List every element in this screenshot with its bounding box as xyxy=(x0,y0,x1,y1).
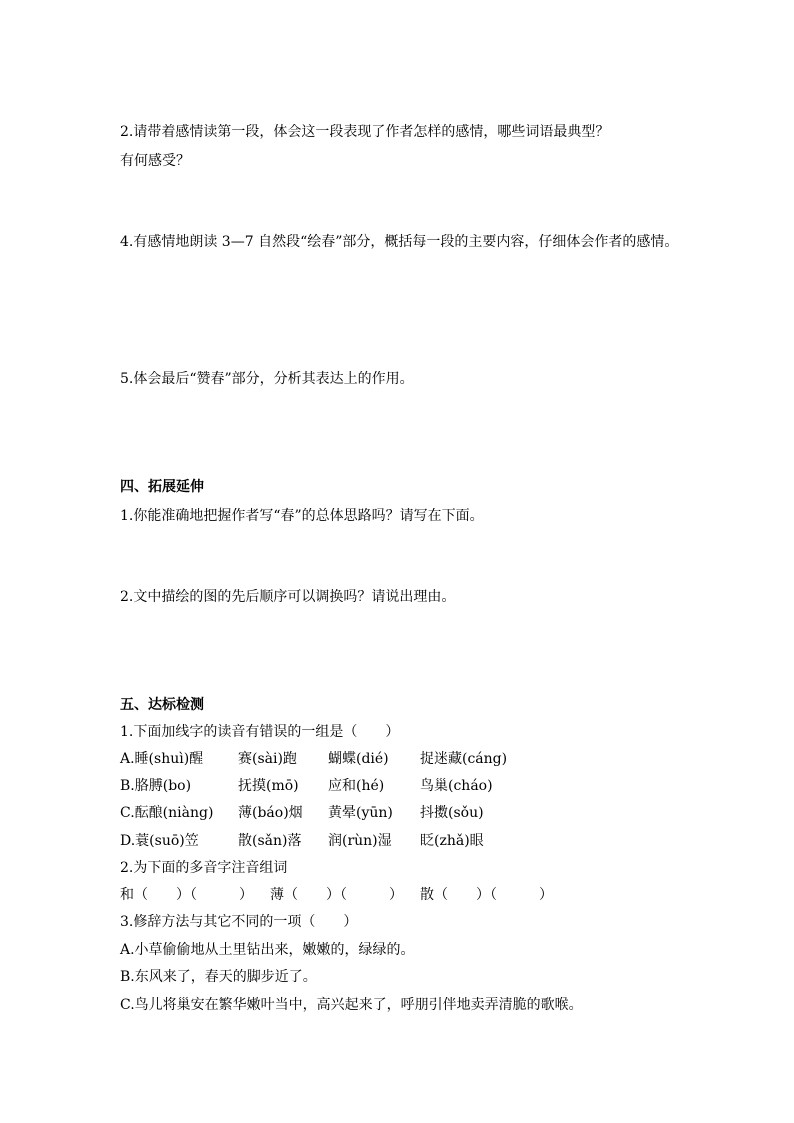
section-5-question-2: 2.为下面的多音字注音组词 xyxy=(120,860,288,876)
section-4-question-1: 1.你能准确地把握作者写“春”的总体思路吗？请写在下面。 xyxy=(120,508,484,524)
option-row-d xyxy=(120,832,484,850)
option-d-item-1: D.蓑(suō)笠 xyxy=(120,833,199,849)
option-b-item-3: 应和(hé) xyxy=(328,778,385,794)
option-d-item-4: 眨(zhǎ)眼 xyxy=(420,833,484,849)
question-2-line-1: 2.请带着感情读第一段，体会这一段表现了作者怎样的感情，哪些词语最典型？ xyxy=(120,124,610,140)
section-4-heading: 四、拓展延伸 xyxy=(120,479,204,495)
option-c-item-1: C.酝酿(niàng) xyxy=(120,805,214,821)
question-5: 5.体会最后“赞春”部分，分析其表达上的作用。 xyxy=(120,371,414,387)
option-row-c xyxy=(120,804,484,822)
option-a-item-3: 蝴蝶(dié) xyxy=(328,751,389,767)
section-5-question-3: 3.修辞方法与其它不同的一项（ ） xyxy=(120,914,358,930)
option-d-item-3: 润(rùn)湿 xyxy=(328,833,392,849)
section-4-question-2: 2.文中描绘的图的先后顺序可以调换吗？请说出理由。 xyxy=(120,589,456,605)
option-b-item-4: 鸟巢(cháo) xyxy=(420,778,493,794)
question-3-option-b: B.东风来了，春天的脚步近了。 xyxy=(120,969,317,985)
option-c-item-2: 薄(báo)烟 xyxy=(238,805,303,821)
polyphone-row xyxy=(120,886,553,904)
option-c-item-4: 抖擞(sǒu) xyxy=(420,805,484,821)
question-4: 4.有感情地朗读 3—7 自然段“绘春”部分，概括每一段的主要内容，仔细体会作者的感情。 xyxy=(120,234,679,250)
option-row-b xyxy=(120,777,493,795)
question-2-line-2: 有何感受？ xyxy=(120,153,190,169)
option-d-item-2: 散(sǎn)落 xyxy=(238,833,302,849)
question-3-option-c: C.鸟儿将巢安在繁华嫩叶当中，高兴起来了，呼朋引伴地卖弄清脆的歌喉。 xyxy=(120,997,583,1013)
option-a-item-4: 捉迷藏(cáng) xyxy=(420,751,508,767)
option-row-a xyxy=(120,750,508,768)
option-b-item-1: B.胳膊(bo) xyxy=(120,778,192,794)
option-a-item-1: A.睡(shuì)醒 xyxy=(120,751,204,767)
option-a-item-2: 赛(sài)跑 xyxy=(238,751,297,767)
option-b-item-2: 抚摸(mō) xyxy=(238,778,299,794)
polyphone-he: 和（ ）（ ） xyxy=(120,887,253,903)
option-c-item-3: 黄晕(yūn) xyxy=(328,805,393,821)
polyphone-bao: 薄（ ）（ ） xyxy=(270,887,403,903)
section-5-heading: 五、达标检测 xyxy=(120,697,204,713)
polyphone-san: 散（ ）（ ） xyxy=(420,887,553,903)
question-3-option-a: A.小草偷偷地从土里钻出来，嫩嫩的，绿绿的。 xyxy=(120,942,415,958)
section-5-question-1: 1.下面加线字的读音有错误的一组是（ ） xyxy=(120,724,400,740)
